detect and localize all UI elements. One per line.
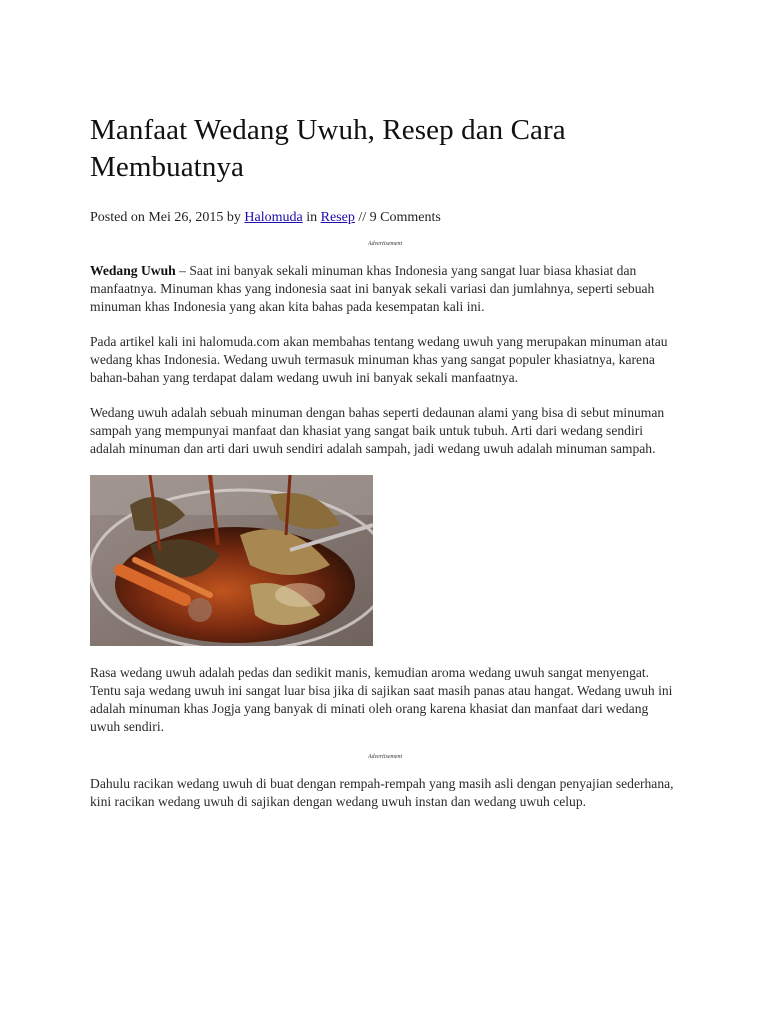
intro-text: – Saat ini banyak sekali minuman khas Indonesia yang sangat luar biasa khasiat dan manfaatnya. Minuman khas yang indonesia saat ini banyak sekali variasi dan jumlahnya, seperti sebuah minuman khas Indonesia yang akan kita bahas pada kesempatan kali ini. [90, 263, 655, 314]
advertisement-label: Advertisement [367, 241, 403, 247]
post-meta [90, 208, 680, 228]
author-link[interactable]: Halomuda [244, 210, 303, 225]
paragraph-3: Wedang uwuh adalah sebuah minuman dengan bahas seperti dedaunan alami yang bisa di sebut minuman sampah yang mempunyai manfaat dan khasiat yang sangat baik untuk tubuh. Arti dari wedang sendiri adalah minuman dan arti dari uwuh sendiri adalah sampah, jadi wedang uwuh adalah minuman sampah. [90, 405, 665, 456]
posted-date-text: Posted on Mei 26, 2015 by [90, 210, 245, 225]
comments-count: // 9 Comments [354, 210, 441, 225]
intro-lead: Wedang Uwuh [90, 263, 176, 278]
paragraph-5: Dahulu racikan wedang uwuh di buat dengan rempah-rempah yang masih asli dengan penyajian sederhana, kini racikan wedang uwuh di sajikan dengan wedang uwuh instan dan wedang uwuh celup. [90, 776, 674, 809]
paragraph-intro [90, 262, 680, 316]
in-text: in [302, 210, 321, 225]
article-title: Manfaat Wedang Uwuh, Resep dan Cara Membuatnya [90, 114, 566, 183]
wedang-uwuh-photo [90, 475, 373, 646]
paragraph-4: Rasa wedang uwuh adalah pedas dan sedikit manis, kemudian aroma wedang uwuh sangat menyengat. Tentu saja wedang uwuh ini sangat luar bisa jika di sajikan saat masih panas atau hangat. Wedang uwuh ini adalah minuman khas Jogja yang banyak di minati oleh orang karena khasiat dan manfaat dari wedang uwuh sendiri. [90, 665, 673, 734]
photo-illustration [90, 475, 373, 646]
category-link[interactable]: Resep [320, 210, 355, 225]
paragraph-2: Pada artikel kali ini halomuda.com akan membahas tentang wedang uwuh yang merupakan minuman atau wedang khas Indonesia. Wedang uwuh termasuk minuman khas yang sangat populer khasiatnya, karena bahan-bahan yang terdapat dalam wedang uwuh ini banyak sekali manfaatnya. [90, 334, 668, 385]
advertisement-label-2: Advertisement [367, 754, 403, 760]
article [90, 112, 680, 828]
